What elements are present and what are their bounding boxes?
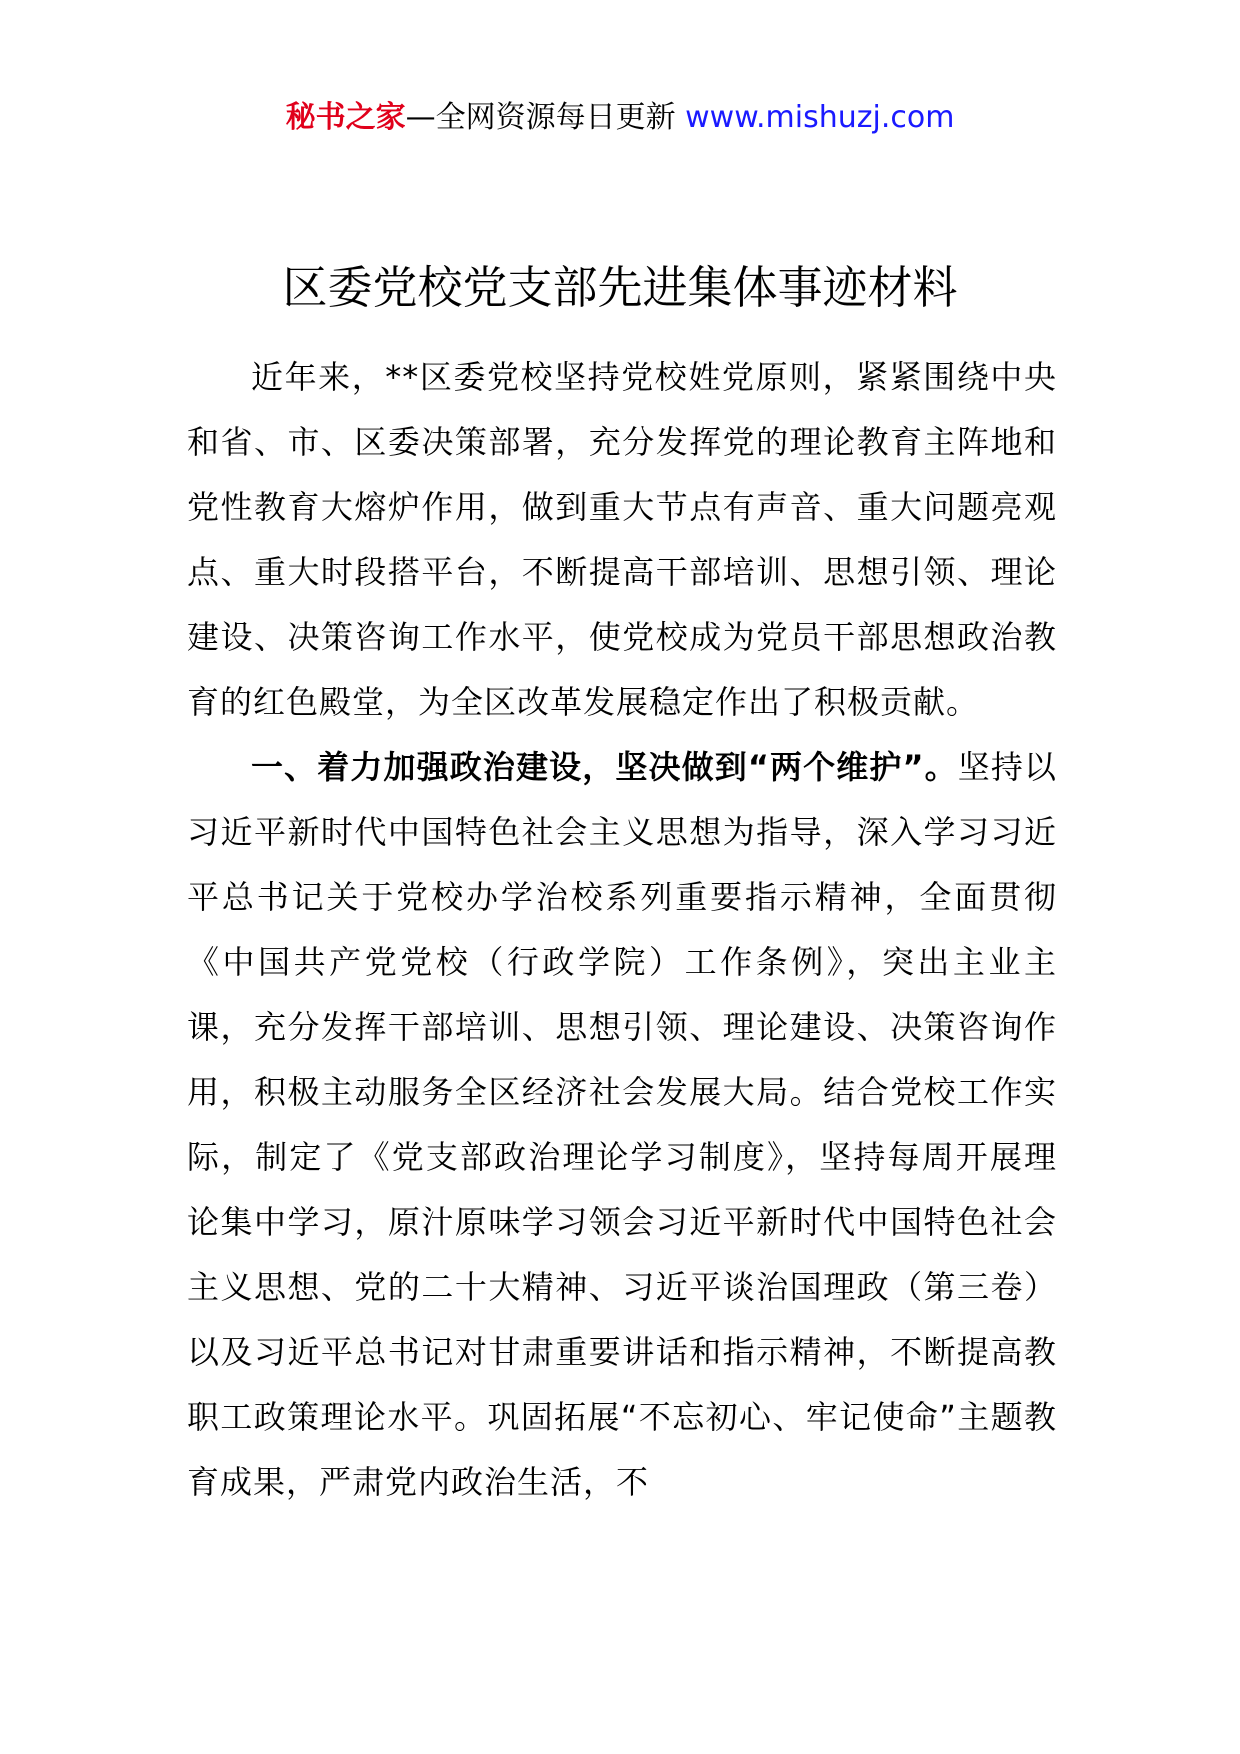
site-header	[0, 98, 1240, 138]
site-url-link[interactable]: www.mishuzj.com	[685, 100, 955, 135]
intro-paragraph: 近年来，**区委党校坚持党校姓党原则，紧紧围绕中央和省、市、区委决策部署，充分发挥党的理论教育主阵地和党性教育大熔炉作用，做到重大节点有声音、重大问题亮观点、重大时段搭平台，不断提高干部培训、思想引领、理论建设、决策咨询工作水平，使党校成为党员干部思想政治教育的红色殿堂，为全区改革发展稳定作出了积极贡献。	[187, 358, 1057, 721]
document-title: 区委党校党支部先进集体事迹材料	[282, 261, 958, 314]
section-one-text: 坚持以习近平新时代中国特色社会主义思想为指导，深入学习习近平总书记关于党校办学治校系列重要指示精神，全面贯彻《中国共产党党校（行政学院）工作条例》，突出主业主课，充分发挥干部培训、思想引领、理论建设、决策咨询作用，积极主动服务全区经济社会发展大局。结合党校工作实际，制定了《党支部政治理论学习制度》，坚持每周开展理论集中学习，原汁原味学习领会习近平新时代中国特色社会主义思想、党的二十大精神、习近平谈治国理政（第三卷）以及习近平总书记对甘肃重要讲话和指示精神，不断提高教职工政策理论水平。巩固拓展“不忘初心、牢记使命”主题教育成果，严肃党内政治生活，不	[187, 748, 1057, 1501]
document-body	[187, 345, 1057, 1515]
section-one-heading: 一、着力加强政治建设，坚决做到“两个维护”。	[251, 748, 958, 786]
header-tagline: —全网资源每日更新	[405, 100, 686, 135]
section-one-paragraph	[187, 735, 1057, 1515]
brand-name: 秘书之家	[285, 100, 406, 135]
